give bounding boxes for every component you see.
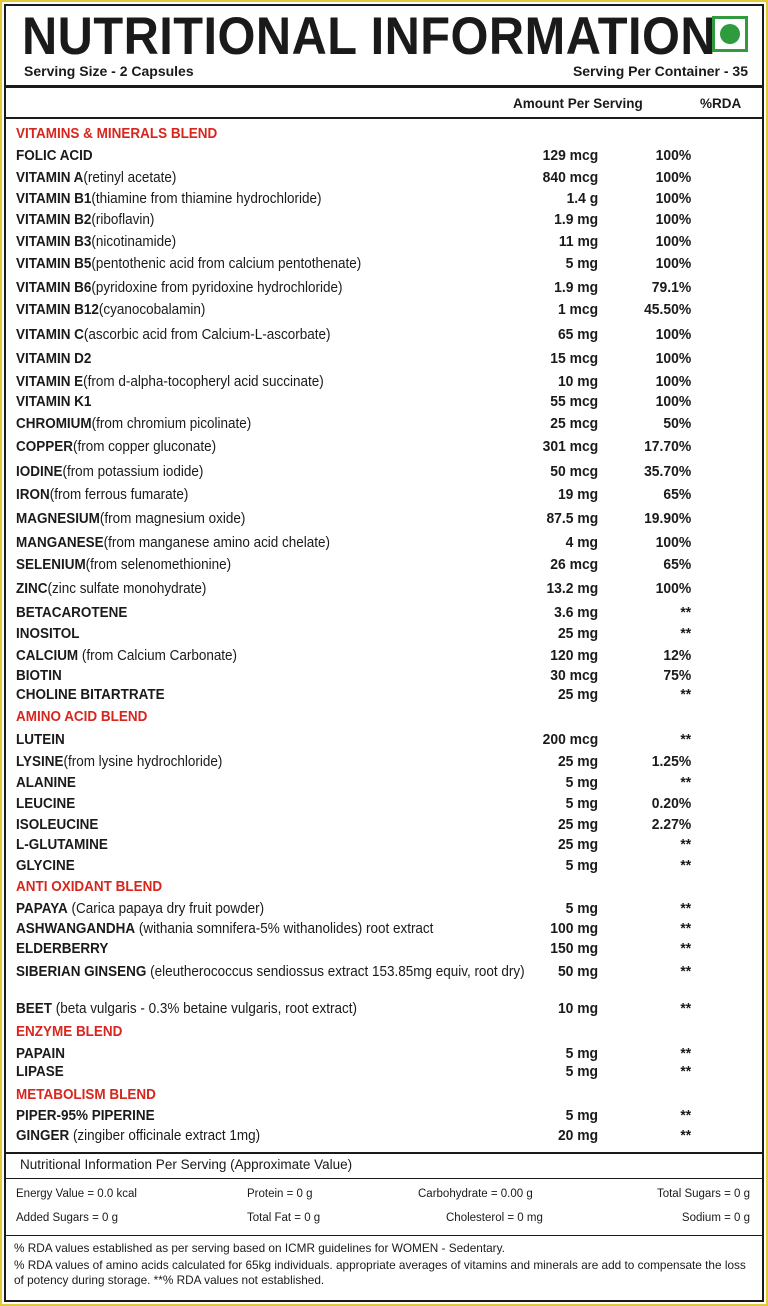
nutrient-name-text: INOSITOL	[16, 626, 80, 642]
sodium-value: Sodium = 0 g	[681, 1212, 750, 1224]
nutrient-source: (from ferrous fumarate)	[49, 487, 189, 503]
rda-value: **	[680, 921, 692, 937]
amount-per-serving: 840 mcg	[542, 170, 599, 186]
rda-value: 12%	[663, 648, 692, 664]
column-header-amount: Amount Per Serving	[513, 96, 643, 111]
nutrient-source: (Carica papaya dry fruit powder)	[67, 901, 265, 917]
nutrient-name-text: GLYCINE	[16, 858, 75, 874]
amount-per-serving: 50 mcg	[550, 464, 599, 480]
amount-per-serving: 5 mg	[565, 796, 599, 812]
nutrient-name-text: PAPAYA	[16, 901, 68, 917]
rda-value: **	[680, 1128, 692, 1144]
nutrient-name	[16, 732, 565, 748]
nutrient-name-text: MAGNESIUM	[16, 511, 100, 527]
nutrient-source: (beta vulgaris - 0.3% betaine vulgaris, root extract)	[51, 1001, 358, 1017]
total-sugars-value: Total Sugars = 0 g	[656, 1188, 750, 1200]
rda-value: **	[680, 687, 692, 703]
rda-value: 19.90%	[644, 511, 692, 527]
amount-per-serving: 25 mg	[558, 754, 599, 770]
rda-value: 100%	[655, 148, 692, 164]
rda-value: 35.70%	[644, 464, 692, 480]
nutrient-source: (from manganese amino acid chelate)	[103, 535, 331, 551]
amount-per-serving: 65 mg	[558, 327, 599, 343]
page-title: NUTRITIONAL INFORMATION	[22, 7, 717, 66]
nutrient-name	[16, 280, 565, 296]
cholesterol-value: Cholesterol = 0 mg	[446, 1212, 543, 1224]
nutrient-source: (withania somnifera-5% withanolides) root extract	[135, 921, 434, 937]
nutrient-name	[16, 234, 565, 250]
rda-value: **	[680, 1108, 692, 1124]
rda-value: **	[680, 964, 692, 980]
amount-per-serving: 50 mg	[558, 964, 599, 980]
nutrient-name	[16, 837, 565, 853]
nutrient-source: (riboflavin)	[91, 212, 155, 228]
rda-value: **	[680, 1001, 692, 1017]
nutrient-name	[16, 170, 565, 186]
nutrient-name-text: VITAMIN A	[16, 170, 84, 186]
nutrient-name-text: ASHWANGANDHA	[16, 921, 136, 937]
nutrient-name-text: ISOLEUCINE	[16, 817, 99, 833]
nutrient-name	[16, 817, 565, 833]
nutrient-name	[16, 535, 565, 551]
footer-title: Nutritional Information Per Serving (Approximate Value)	[20, 1157, 353, 1172]
nutrient-source: (from d-alpha-tocopheryl acid succinate)	[83, 374, 324, 390]
nutrient-name-text: VITAMIN E	[16, 374, 84, 390]
nutrient-name	[16, 901, 565, 917]
footer-divider	[6, 1152, 762, 1154]
nutrient-name	[16, 511, 565, 527]
rda-value: 100%	[655, 581, 692, 597]
nutrient-source: (pentothenic acid from calcium pentothenate)	[91, 256, 362, 272]
nutrient-name	[16, 1064, 565, 1080]
carbohydrate-value: Carbohydrate = 0.00 g	[418, 1188, 533, 1200]
rda-value: **	[680, 1046, 692, 1062]
header-divider	[6, 85, 762, 88]
amount-per-serving: 25 mg	[558, 817, 599, 833]
nutrient-name	[16, 687, 565, 703]
amount-per-serving: 20 mg	[558, 1128, 599, 1144]
nutrient-name-text: VITAMIN B2	[16, 212, 92, 228]
rda-value: **	[680, 1064, 692, 1080]
nutrient-name	[16, 416, 565, 432]
nutrient-name	[16, 964, 565, 980]
total-fat-value: Total Fat = 0 g	[247, 1212, 321, 1224]
section-title: ANTI OXIDANT BLEND	[16, 879, 163, 895]
amount-per-serving: 4 mg	[565, 535, 599, 551]
amount-per-serving: 5 mg	[565, 901, 599, 917]
nutrient-source: (from copper gluconate)	[72, 439, 217, 455]
rda-value: 100%	[655, 212, 692, 228]
added-sugars-value: Added Sugars = 0 g	[16, 1212, 118, 1224]
amount-per-serving: 10 mg	[558, 374, 599, 390]
rda-value: 2.27%	[651, 817, 692, 833]
nutrient-name	[16, 191, 565, 207]
nutrient-name-text: LEUCINE	[16, 796, 76, 812]
nutrient-name-text: PAPAIN	[16, 1046, 65, 1062]
nutrient-name	[16, 668, 565, 684]
nutrient-name	[16, 796, 565, 812]
nutrient-name-text: SIBERIAN GINSENG	[16, 964, 147, 980]
serving-size: Serving Size - 2 Capsules	[24, 63, 194, 79]
amount-per-serving: 100 mg	[550, 921, 599, 937]
nutrient-name-text: VITAMIN D2	[16, 351, 92, 367]
nutrient-name	[16, 327, 565, 343]
amount-per-serving: 13.2 mg	[546, 581, 599, 597]
nutrient-name-text: LIPASE	[16, 1064, 64, 1080]
nutrient-source: (eleutherococcus sendiossus extract 153.85mg equiv, root dry)	[146, 964, 525, 980]
rda-value: 0.20%	[651, 796, 692, 812]
amount-per-serving: 55 mcg	[550, 394, 599, 410]
nutrient-source: (from chromium picolinate)	[91, 416, 252, 432]
nutrient-name	[16, 775, 565, 791]
nutrient-name	[16, 351, 565, 367]
nutrient-name-text: CHROMIUM	[16, 416, 92, 432]
nutrient-name-text: IRON	[16, 487, 50, 503]
rda-value: 79.1%	[651, 280, 692, 296]
amount-per-serving: 1.9 mg	[554, 280, 599, 296]
nutrient-name-text: LUTEIN	[16, 732, 65, 748]
nutrient-name	[16, 374, 565, 390]
amount-per-serving: 3.6 mg	[554, 605, 599, 621]
rda-value: 100%	[655, 351, 692, 367]
nutrient-name	[16, 487, 565, 503]
amount-per-serving: 5 mg	[565, 1064, 599, 1080]
servings-per-container: Serving Per Container - 35	[572, 63, 748, 79]
amount-per-serving: 25 mg	[558, 837, 599, 853]
nutrient-name	[16, 148, 565, 164]
amount-per-serving: 5 mg	[565, 1046, 599, 1062]
rda-value: 75%	[663, 668, 692, 684]
nutrient-name-text: VITAMIN B5	[16, 256, 92, 272]
rda-value: 65%	[663, 487, 692, 503]
section-title: ENZYME BLEND	[16, 1024, 123, 1040]
rda-value: 17.70%	[644, 439, 692, 455]
nutrient-name-text: PIPER-95% PIPERINE	[16, 1108, 155, 1124]
amount-per-serving: 19 mg	[558, 487, 599, 503]
rda-value: 100%	[655, 234, 692, 250]
nutrient-source: (thiamine from thiamine hydrochloride)	[91, 191, 322, 207]
nutrient-name	[16, 1108, 565, 1124]
nutrient-name-text: CALCIUM	[16, 648, 79, 664]
nutrient-name-text: IODINE	[16, 464, 63, 480]
amount-per-serving: 25 mg	[558, 687, 599, 703]
nutrient-name	[16, 941, 565, 957]
nutrient-name	[16, 1046, 565, 1062]
nutrient-source: (retinyl acetate)	[83, 170, 177, 186]
nutrient-name	[16, 557, 565, 573]
nutrient-name-text: MANGANESE	[16, 535, 104, 551]
amount-per-serving: 87.5 mg	[546, 511, 599, 527]
column-header-rda: %RDA	[700, 96, 742, 111]
amount-per-serving: 11 mg	[558, 234, 599, 250]
veg-mark-icon	[712, 16, 748, 52]
column-header-divider	[6, 117, 762, 119]
rda-value: 45.50%	[644, 302, 692, 318]
amount-per-serving: 10 mg	[558, 1001, 599, 1017]
amount-per-serving: 5 mg	[565, 1108, 599, 1124]
amount-per-serving: 26 mcg	[550, 557, 599, 573]
nutrient-name	[16, 858, 565, 874]
nutrient-name-text: BETACAROTENE	[16, 605, 128, 621]
nutrient-name-text: FOLIC ACID	[16, 148, 93, 164]
rda-value: **	[680, 775, 692, 791]
nutrient-name	[16, 921, 565, 937]
nutrient-source: (from lysine hydrochloride)	[63, 754, 223, 770]
section-title: METABOLISM BLEND	[16, 1087, 156, 1103]
label-frame	[4, 4, 764, 1302]
nutrient-name	[16, 394, 565, 410]
rda-value: **	[680, 858, 692, 874]
nutrient-name	[16, 1128, 565, 1144]
nutrient-name-text: VITAMIN B1	[16, 191, 92, 207]
amount-per-serving: 301 mcg	[542, 439, 599, 455]
rda-value: **	[680, 626, 692, 642]
nutrient-source: (cyanocobalamin)	[98, 302, 206, 318]
amount-per-serving: 15 mcg	[550, 351, 599, 367]
amount-per-serving: 200 mcg	[542, 732, 599, 748]
rda-note: % RDA values established as per serving based on ICMR guidelines for WOMEN - Sedentary.	[14, 1241, 505, 1255]
nutrient-name-text: CHOLINE BITARTRATE	[16, 687, 165, 703]
nutrient-name-text: COPPER	[16, 439, 73, 455]
nutrient-source: (ascorbic acid from Calcium-L-ascorbate)	[83, 327, 331, 343]
nutrient-source: (from potassium iodide)	[62, 464, 204, 480]
nutrient-name-text: VITAMIN B12	[16, 302, 99, 318]
nutrient-name	[16, 439, 565, 455]
rda-value: 100%	[655, 374, 692, 390]
rda-value: 100%	[655, 535, 692, 551]
nutrient-name	[16, 212, 565, 228]
rda-value: 100%	[655, 256, 692, 272]
notes-divider	[6, 1235, 762, 1236]
rda-value: 50%	[663, 416, 692, 432]
nutrient-name-text: BEET	[16, 1001, 52, 1017]
nutrient-source: (from magnesium oxide)	[99, 511, 246, 527]
amount-per-serving: 30 mcg	[550, 668, 599, 684]
amount-per-serving: 129 mcg	[542, 148, 599, 164]
nutrient-name-text: ELDERBERRY	[16, 941, 109, 957]
nutrient-source: (from Calcium Carbonate)	[78, 648, 238, 664]
amount-per-serving: 1.9 mg	[554, 212, 599, 228]
rda-value: 100%	[655, 191, 692, 207]
nutrient-name-text: LYSINE	[16, 754, 64, 770]
amount-per-serving: 1 mcg	[558, 302, 599, 318]
amount-per-serving: 120 mg	[550, 648, 599, 664]
rda-value: **	[680, 941, 692, 957]
protein-value: Protein = 0 g	[247, 1188, 313, 1200]
nutrient-name	[16, 605, 565, 621]
rda-value: **	[680, 732, 692, 748]
nutrient-name-text: GINGER	[16, 1128, 70, 1144]
energy-value: Energy Value = 0.0 kcal	[16, 1188, 137, 1200]
rda-value: 65%	[663, 557, 692, 573]
nutrient-name-text: BIOTIN	[16, 668, 62, 684]
rda-value: 1.25%	[651, 754, 692, 770]
nutrient-name	[16, 464, 565, 480]
nutrient-source: (zinc sulfate monohydrate)	[47, 581, 207, 597]
amount-per-serving: 25 mg	[558, 626, 599, 642]
nutrient-name	[16, 302, 565, 318]
rda-value: **	[680, 605, 692, 621]
amino-acid-note: % RDA values of amino acids calculated for 65kg individuals. appropriate averages of vitamins and minerals are add to compensate the loss of potency during storage. **% RDA values not established.	[14, 1258, 746, 1287]
nutrient-name-text: VITAMIN B3	[16, 234, 92, 250]
rda-value: **	[680, 901, 692, 917]
nutrient-name	[16, 256, 565, 272]
section-title: VITAMINS & MINERALS BLEND	[16, 126, 218, 142]
amount-per-serving: 25 mcg	[550, 416, 599, 432]
nutrient-name-text: VITAMIN C	[16, 327, 84, 343]
amount-per-serving: 5 mg	[565, 775, 599, 791]
rda-value: **	[680, 837, 692, 853]
nutrient-name-text: L-GLUTAMINE	[16, 837, 108, 853]
nutrient-name-text: ZINC	[16, 581, 48, 597]
nutrient-name	[16, 1001, 565, 1017]
nutrient-source: (nicotinamide)	[91, 234, 177, 250]
nutrient-name-text: VITAMIN B6	[16, 280, 92, 296]
amount-per-serving: 150 mg	[550, 941, 599, 957]
rda-value: 100%	[655, 394, 692, 410]
section-title: AMINO ACID BLEND	[16, 709, 148, 725]
rda-value: 100%	[655, 327, 692, 343]
nutrient-name	[16, 581, 565, 597]
footer-title-divider	[6, 1178, 762, 1179]
nutrient-name	[16, 754, 565, 770]
nutrient-name-text: VITAMIN K1	[16, 394, 92, 410]
rda-value: 100%	[655, 170, 692, 186]
nutrient-source: (pyridoxine from pyridoxine hydrochloride)	[91, 280, 343, 296]
nutrient-name	[16, 626, 565, 642]
nutrient-source: (from selenomethionine)	[85, 557, 232, 573]
nutrient-source: (zingiber officinale extract 1mg)	[69, 1128, 261, 1144]
nutrient-name-text: SELENIUM	[16, 557, 86, 573]
nutrient-name	[16, 648, 565, 664]
amount-per-serving: 1.4 g	[566, 191, 599, 207]
amount-per-serving: 5 mg	[565, 256, 599, 272]
amount-per-serving: 5 mg	[565, 858, 599, 874]
nutrient-name-text: ALANINE	[16, 775, 76, 791]
